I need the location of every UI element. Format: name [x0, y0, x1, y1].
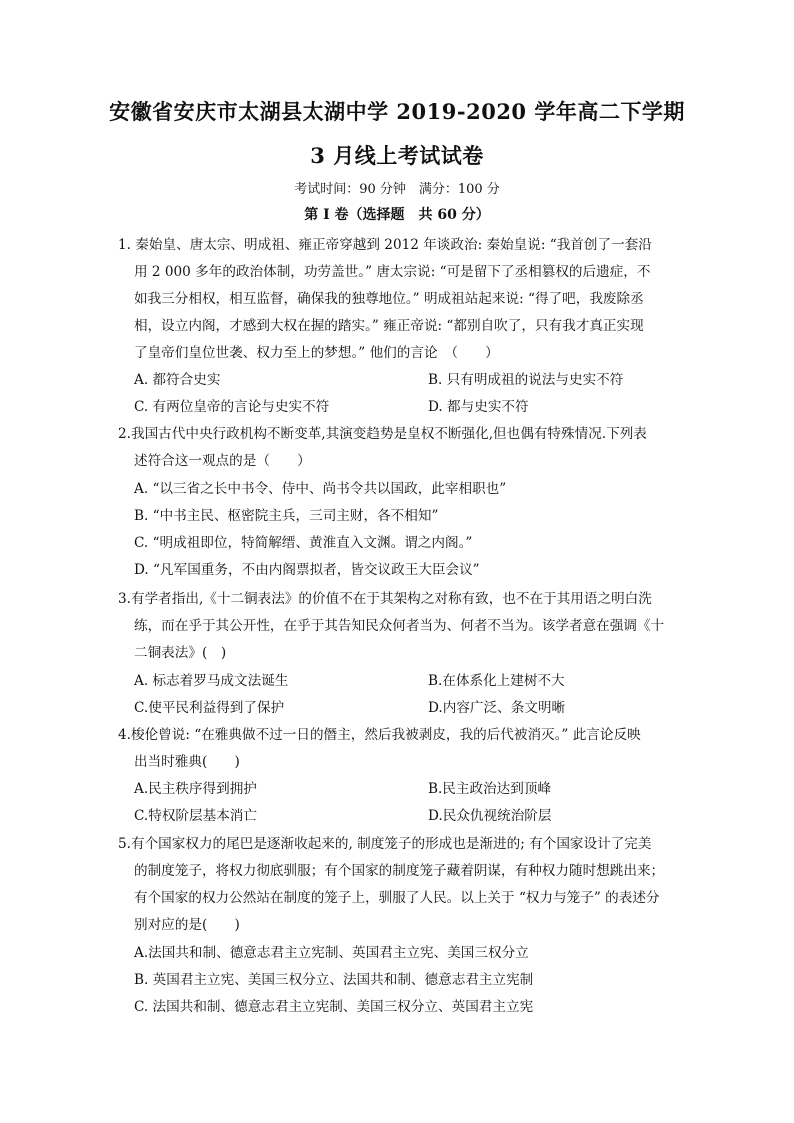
question-5-option-a: A.法国共和制、德意志君主立宪制、英国君主立宪、美国三权分立: [134, 945, 529, 961]
question-1-line: 如我三分相权，相互监督，确保我的独尊地位。” 明成祖站起来说: “得了吧，我废除丞: [134, 291, 644, 307]
question-4-option-a: A.民主秩序得到拥护: [134, 781, 257, 797]
question-5-option-b: B. 英国君主立宪、美国三权分立、法国共和制、德意志君主立宪制: [134, 972, 534, 988]
question-2-option-a: A. “以三省之长中书令、侍中、尚书令共以国政，此宰相职也”: [134, 481, 507, 497]
question-5-line: 别对应的是( ): [134, 917, 240, 933]
question-2-option-b: B. “中书主民、枢密院主兵，三司主财，各不相知”: [134, 508, 439, 524]
question-2-option-c: C. “明成祖即位，特简解缙、黄淮直入文渊。谓之内阁。”: [134, 535, 473, 551]
question-1-line: 相，设立内阁，才感到大权在握的踏实。” 雍正帝说: “都别自吹了，只有我才真正实现: [134, 318, 644, 334]
question-2-line: 述符合这一观点的是（ ）: [134, 453, 311, 469]
question-1-option-c: C. 有两位皇帝的言论与史实不符: [134, 399, 330, 415]
question-4-option-b: B.民主政治达到顶峰: [428, 781, 552, 797]
question-2-line: 2.我国古代中央行政机构不断变革,其演变趋势是皇权不断强化,但也偶有特殊情况.下列表: [118, 426, 647, 442]
question-3-option-a: A. 标志着罗马成文法诞生: [134, 673, 289, 689]
question-3-line: 3.有学者指出,《十二铜表法》的价值不在于其架构之对称有致，也不在于其用语之明白洗: [118, 591, 652, 607]
question-1-option-d: D. 都与史实不符: [428, 399, 529, 415]
question-3-option-c: C.使平民利益得到了保护: [134, 700, 285, 716]
question-3-line: 二铜表法》( ): [134, 645, 227, 661]
question-4-option-d: D.民众仇视统治阶层: [428, 808, 552, 824]
question-3-line: 练，而在乎于其公开性，在乎于其告知民众何者当为、何者不当为。该学者意在强调《十: [134, 618, 665, 634]
question-5-option-c: C. 法国共和制、德意志君主立宪制、美国三权分立、英国君主立宪: [134, 999, 534, 1015]
question-1-line: 用 2 000 多年的政治体制，功劳盖世。” 唐太宗说: “可是留下了丞相篡权的后遗症，不: [134, 264, 651, 280]
question-1-line: 了皇帝们皇位世袭、权力至上的梦想。” 他们的言论 （ ）: [134, 345, 499, 361]
section-title: 第 I 卷（选择题 共 60 分）: [304, 207, 490, 223]
exam-info: 考试时间：90 分钟 满分：100 分: [294, 182, 500, 197]
question-1-option-b: B. 只有明成祖的说法与史实不符: [428, 372, 624, 388]
exam-title-line-2: 3 月线上考试试卷: [310, 143, 484, 168]
question-4-line: 出当时雅典( ): [134, 754, 240, 770]
question-5-line: 5.有个国家权力的尾巴是逐渐收起来的, 制度笼子的形成也是渐进的; 有个国家设计了完美: [118, 836, 652, 852]
question-4-option-c: C.特权阶层基本消亡: [134, 808, 257, 824]
question-3-option-d: D.内容广泛、条文明晰: [428, 700, 566, 716]
question-1-option-a: A. 都符合史实: [134, 372, 221, 388]
question-2-option-d: D. “凡军国重务，不由内阁票拟者，皆交议政王大臣会议”: [134, 562, 480, 578]
exam-title-line-1: 安徽省安庆市太湖县太湖中学 2019-2020 学年高二下学期: [109, 99, 685, 124]
question-3-option-b: B.在体系化上建树不大: [428, 673, 565, 689]
question-1-line: 1. 秦始皇、唐太宗、明成祖、雍正帝穿越到 2012 年谈政治: 秦始皇说: “我首创了一套沿: [118, 237, 652, 253]
question-4-line: 4.梭伦曾说: “在雅典做不过一日的僭主，然后我被剥皮，我的后代被消灭。” 此言论反映: [118, 727, 641, 743]
question-5-line: 的制度笼子，将权力彻底驯服；有个国家的制度笼子藏着阴谋，有种权力随时想跳出来；: [134, 863, 665, 879]
question-5-line: 有个国家的权力公然站在制度的笼子上，驯服了人民。以上关于 “权力与笼子” 的表述分: [134, 890, 660, 906]
